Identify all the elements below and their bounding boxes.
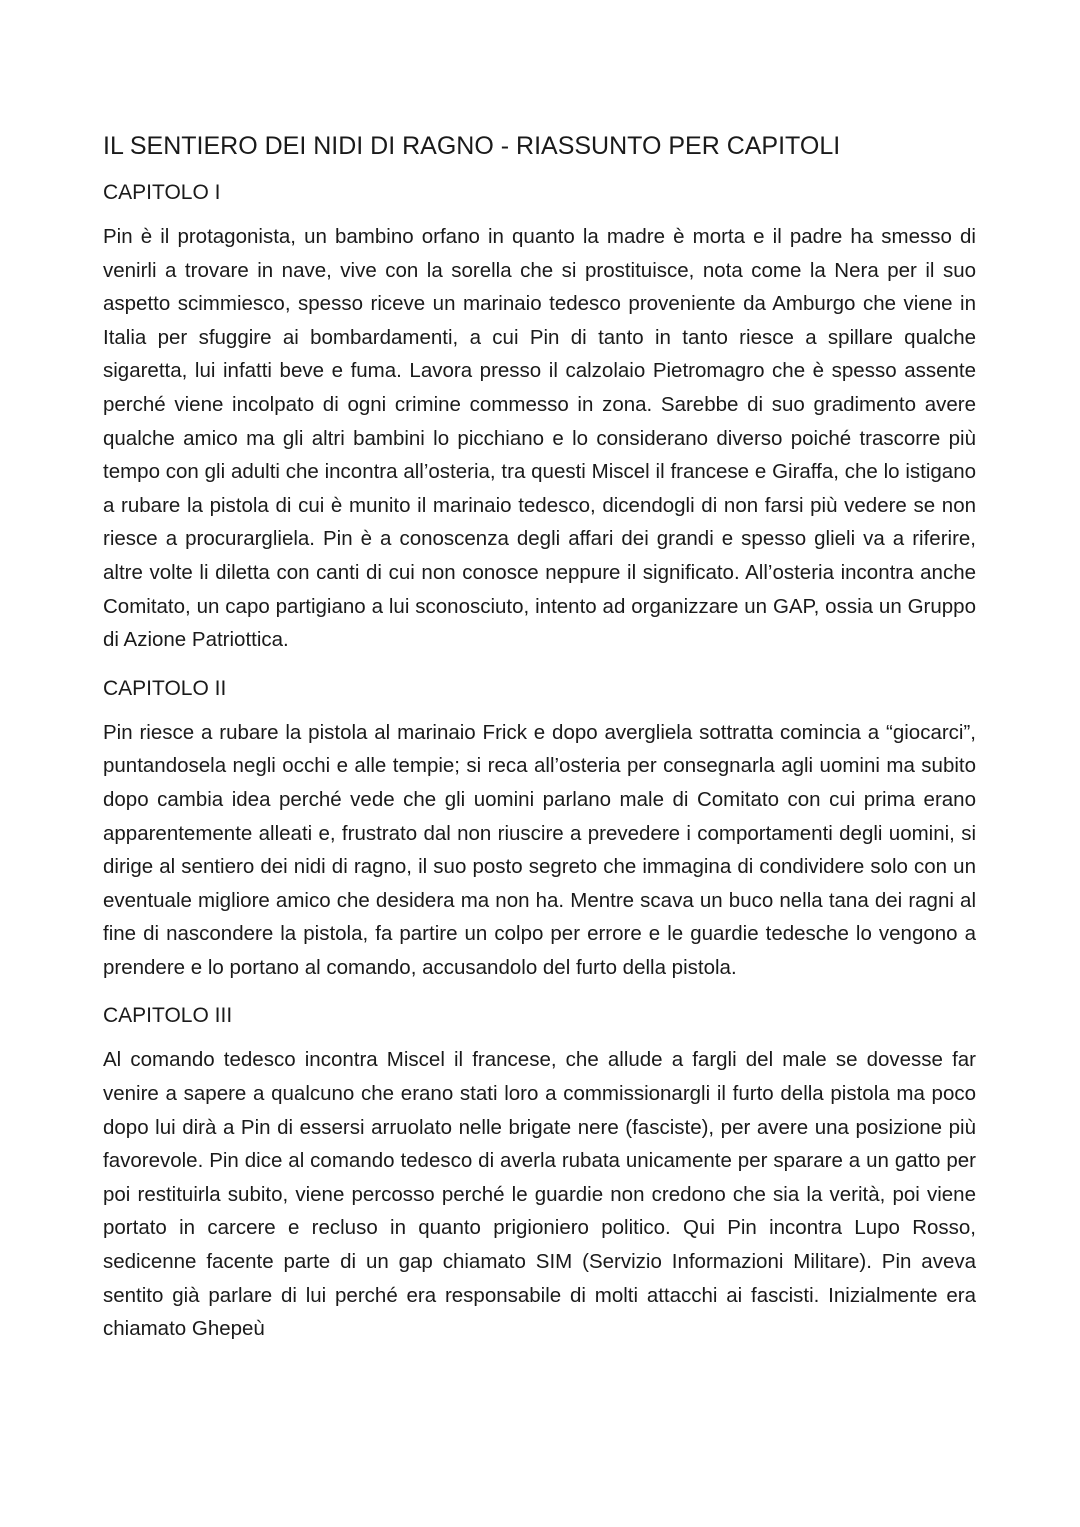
chapter-heading: CAPITOLO II (103, 676, 227, 700)
chapter-paragraph: Pin è il protagonista, un bambino orfano in quanto la madre è morta e il padre ha smesso di venirli a trovare in nave, vive con la sorella che si prostituisce, nota come la Nera per il suo aspetto scimmiesco, spesso riceve un marinaio tedesco proveniente da Amburgo che viene in Italia per sfuggire ai bombardamenti, a cui Pin di tanto in tanto riesce a spillare qualche sigaretta, lui infatti beve e fuma. Lavora presso il calzolaio Pietromagro che è spesso assente perché viene incolpato di ogni crimine commesso in zona. Sarebbe di suo gradimento avere qualche amico ma gli altri bambini lo picchiano e lo considerano diverso poiché trascorre più tempo con gli adulti che incontra all’osteria, tra questi Miscel il francese e Giraffa, che lo istigano a rubare la pistola di cui è munito il marinaio tedesco, dicendogli di non farsi più vedere se non riesce a procurargliela. Pin è a conoscenza degli affari dei grandi e spesso glieli va a riferire, altre volte li diletta con canti di cui non conosce neppure il significato. All’osteria incontra anche Comitato, un capo partigiano a lui sconosciuto, intento ad organizzare un GAP, ossia un Gruppo di Azione Patriottica. (103, 225, 976, 652)
chapter-2 (103, 674, 976, 985)
chapter-3 (103, 1001, 976, 1345)
document-title: IL SENTIERO DEI NIDI DI RAGNO - RIASSUNTO PER CAPITOLI (103, 132, 841, 160)
chapter-paragraph: Al comando tedesco incontra Miscel il francese, che allude a fargli del male se dovesse far venire a sapere a qualcuno che erano stati loro a commissionargli il furto della pistola ma poco dopo lui dirà a Pin di essersi arruolato nelle brigate nere (fasciste), per avere una posizione più favorevole. Pin dice al comando tedesco di averla rubata unicamente per sparare a un gatto per poi restituirla subito, viene percosso perché le guardie non credono che sia la verità, poi viene portato in carcere e recluso in quanto prigioniero politico. Qui Pin incontra Lupo Rosso, sedicenne facente parte di un gap chiamato SIM (Servizio Informazioni Militare). Pin aveva sentito già parlare di lui perché era responsabile di molti attacchi ai fascisti. Inizialmente era chiamato Ghepeù (103, 1048, 976, 1341)
chapter-1 (103, 178, 976, 657)
document-body (103, 128, 976, 1363)
chapter-heading: CAPITOLO I (103, 181, 221, 204)
chapter-paragraph: Pin riesce a rubare la pistola al marinaio Frick e dopo avergliela sottratta comincia a “giocarci”, puntandosela negli occhi e alle tempie; si reca all’osteria per consegnarla agli uomini ma subito dopo cambia idea perché vede che gli uomini parlano male di Comitato con cui prima erano apparentemente alleati e, frustrato dal non riuscire a prevedere i comportamenti degli uomini, si dirige al sentiero dei nidi di ragno, il suo posto segreto che immagina di condividere solo con un eventuale migliore amico che desidera ma non ha. Mentre scava un buco nella tana dei ragni al fine di nascondere la pistola, fa partire un colpo per errore e le guardie tedesche lo vengono a prendere e lo portano al comando, accusandolo del furto della pistola. (103, 720, 976, 979)
chapter-heading: CAPITOLO III (103, 1004, 233, 1028)
